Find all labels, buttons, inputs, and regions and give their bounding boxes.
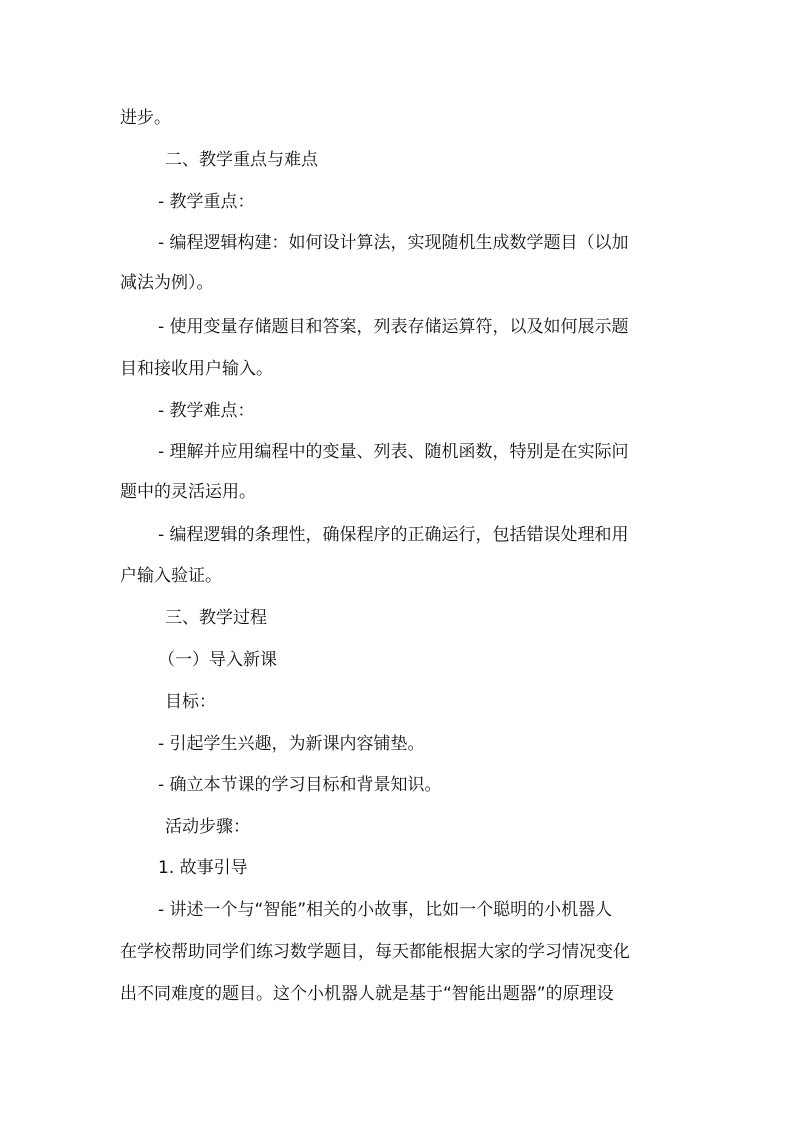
text-line-3: - 教学重点：	[158, 192, 255, 212]
text-line-7: 目和接收用户输入。	[120, 359, 273, 379]
text-line-20: - 讲述一个与“智能”相关的小故事，比如一个聪明的小机器人	[158, 900, 613, 920]
text-line-12: 户输入验证。	[120, 566, 222, 586]
text-line-9: - 理解并应用编程中的变量、列表、随机函数，特别是在实际问	[158, 442, 629, 462]
text-line-1: 进步。	[120, 108, 171, 128]
text-line-17: - 确立本节课的学习目标和背景知识。	[158, 775, 442, 795]
text-line-21: 在学校帮助同学们练习数学题目，每天都能根据大家的学习情况变化	[120, 942, 630, 962]
text-line-10: 题中的灵活运用。	[120, 482, 256, 502]
text-line-16: - 引起学生兴趣，为新课内容铺垫。	[158, 734, 425, 754]
text-line-18: 活动步骤：	[165, 817, 250, 837]
text-line-4: - 编程逻辑构建：如何设计算法，实现随机生成数学题目（以加	[158, 233, 629, 253]
text-line-22: 出不同难度的题目。这个小机器人就是基于“智能出题器”的原理设	[120, 984, 614, 1004]
text-line-8: - 教学难点：	[158, 401, 255, 421]
text-line-15: 目标：	[165, 692, 216, 712]
section-heading-process: 三、教学过程	[165, 608, 267, 628]
subheading-intro: （一）导入新课	[158, 650, 277, 670]
text-line-6: - 使用变量存储题目和答案，列表存储运算符，以及如何展示题	[158, 317, 629, 337]
text-line-11: - 编程逻辑的条理性，确保程序的正确运行，包括错误处理和用	[158, 525, 629, 545]
section-heading-key-points: 二、教学重点与难点	[165, 150, 318, 170]
text-line-5: 减法为例）。	[120, 273, 214, 293]
text-line-19: 1. 故事引导	[158, 858, 248, 878]
